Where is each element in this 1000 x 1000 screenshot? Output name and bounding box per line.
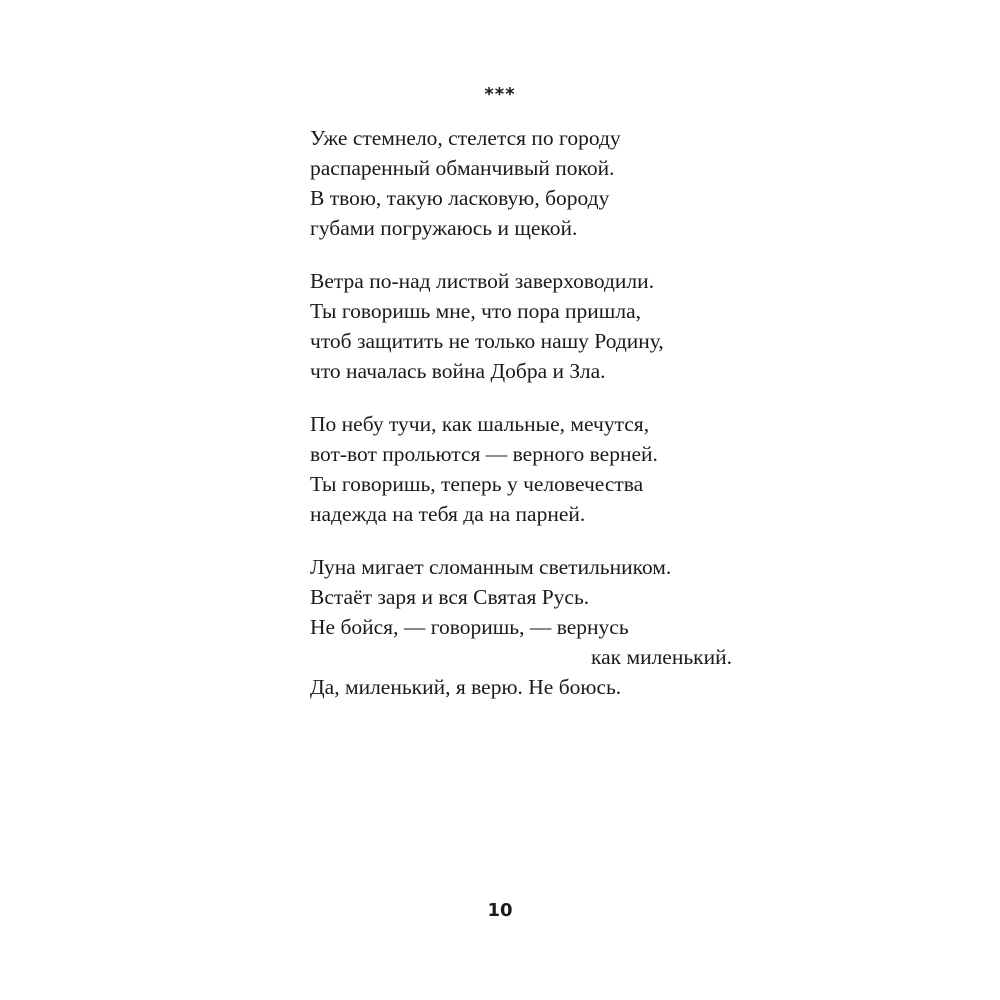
poem-line: чтоб защитить не только нашу Родину, xyxy=(310,329,664,353)
poem-line: губами погружаюсь и щекой. xyxy=(310,216,578,240)
stanza-2 xyxy=(310,266,750,386)
stanza-1 xyxy=(310,123,750,243)
stanza-4 xyxy=(310,552,750,702)
poem-line: Да, миленький, я верю. Не боюсь. xyxy=(310,675,622,699)
stanza-3 xyxy=(310,409,750,529)
poem-line: Ты говоришь мне, что пора пришла, xyxy=(310,299,642,323)
poem xyxy=(310,123,750,725)
poem-line: вот-вот прольются — верного верней. xyxy=(310,442,658,466)
poem-line: Ты говоришь, теперь у человечества xyxy=(310,472,644,496)
poem-line: что началась война Добра и Зла. xyxy=(310,359,606,383)
poem-line: распаренный обманчивый покой. xyxy=(310,156,615,180)
poem-line: Не бойся, — говоришь, — вернусь xyxy=(310,615,629,639)
poem-line: надежда на тебя да на парней. xyxy=(310,502,586,526)
poem-line: Встаёт заря и вся Святая Русь. xyxy=(310,585,590,609)
poem-line: В твою, такую ласковую, бороду xyxy=(310,186,610,210)
poem-line: Ветра по-над листвой заверховодили. xyxy=(310,269,655,293)
poem-line-indented: как миленький. xyxy=(590,645,732,669)
poem-line: По небу тучи, как шальные, мечутся, xyxy=(310,412,650,436)
poem-line: Луна мигает сломанным светильником. xyxy=(310,555,672,579)
page-number: 10 xyxy=(487,900,513,921)
poem-line: Уже стемнело, стелется по городу xyxy=(310,126,621,150)
section-asterisks: *** xyxy=(484,84,516,105)
